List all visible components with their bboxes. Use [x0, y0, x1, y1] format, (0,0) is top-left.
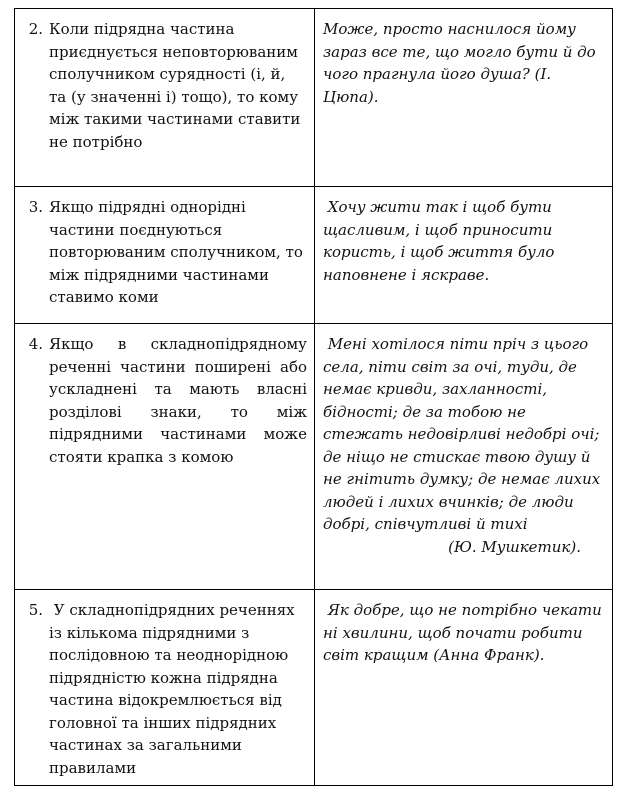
rule-cell: [15, 590, 315, 786]
example-text: Може, просто наснилося йому зараз все те, що могло бути й до чого прагнула його душа? (І. Цюпа).: [323, 20, 596, 106]
example-cell: [315, 187, 613, 324]
rule-cell: [15, 9, 315, 187]
punctuation-rules-table: [14, 8, 613, 786]
example-text: Мені хотілося піти пріч з цього села, піти світ за очі, туди, де немає кривди, захланності, бідності; де за тобою не стежать недовірливі недобрі очі; де ніщо не стискає твою душу й не гнітить думку; де немає лихих людей і лихих вчинків; де люди добрі, співчутливі й тихі: [323, 335, 605, 533]
rule-text: У складнопідрядних реченнях із кількома підрядними з послідовною та неоднорідною підрядністю кожна підрядна частина відокремлюється від головної та інших підрядних частинах за загальними правилами: [49, 601, 300, 777]
example-text: Як добре, що не потрібно чекати ні хвилини, щоб почати робити світ кращим (Анна Франк).: [323, 601, 607, 664]
example-cell: [315, 324, 613, 590]
table-row: [15, 324, 613, 590]
table-row: [15, 590, 613, 786]
example-author: (Ю. Мушкетик).: [448, 537, 581, 556]
rule-text: Якщо підрядні однорідні частини поєднуються повторюваним сполучником, то між підрядними частинами ставимо коми: [49, 198, 303, 306]
example-cell: [315, 9, 613, 187]
example-text: Хочу жити так і щоб бути щасливим, і щоб приносити користь, і щоб життя було наповнене і яскраве.: [323, 198, 560, 284]
rule-cell: [15, 187, 315, 324]
rule-text: Якщо в складнопідрядному реченні частини поширені або ускладнені та мають власні розділові знаки, то між підрядними частинами може стояти крапка з комою: [49, 335, 307, 466]
rule-number: 5.: [28, 601, 43, 619]
rule-number: 4.: [28, 335, 43, 353]
table-row: [15, 187, 613, 324]
table-row: [15, 9, 613, 187]
rule-number: 3.: [28, 198, 43, 216]
rule-text: Коли підрядна частина приєднується неповторюваним сполучником сурядності (і, й, та (у значенні і) тощо), то кому між такими частинами ставити не потрібно: [49, 20, 301, 151]
rule-cell: [15, 324, 315, 590]
example-cell: [315, 590, 613, 786]
rule-number: 2.: [28, 20, 43, 38]
